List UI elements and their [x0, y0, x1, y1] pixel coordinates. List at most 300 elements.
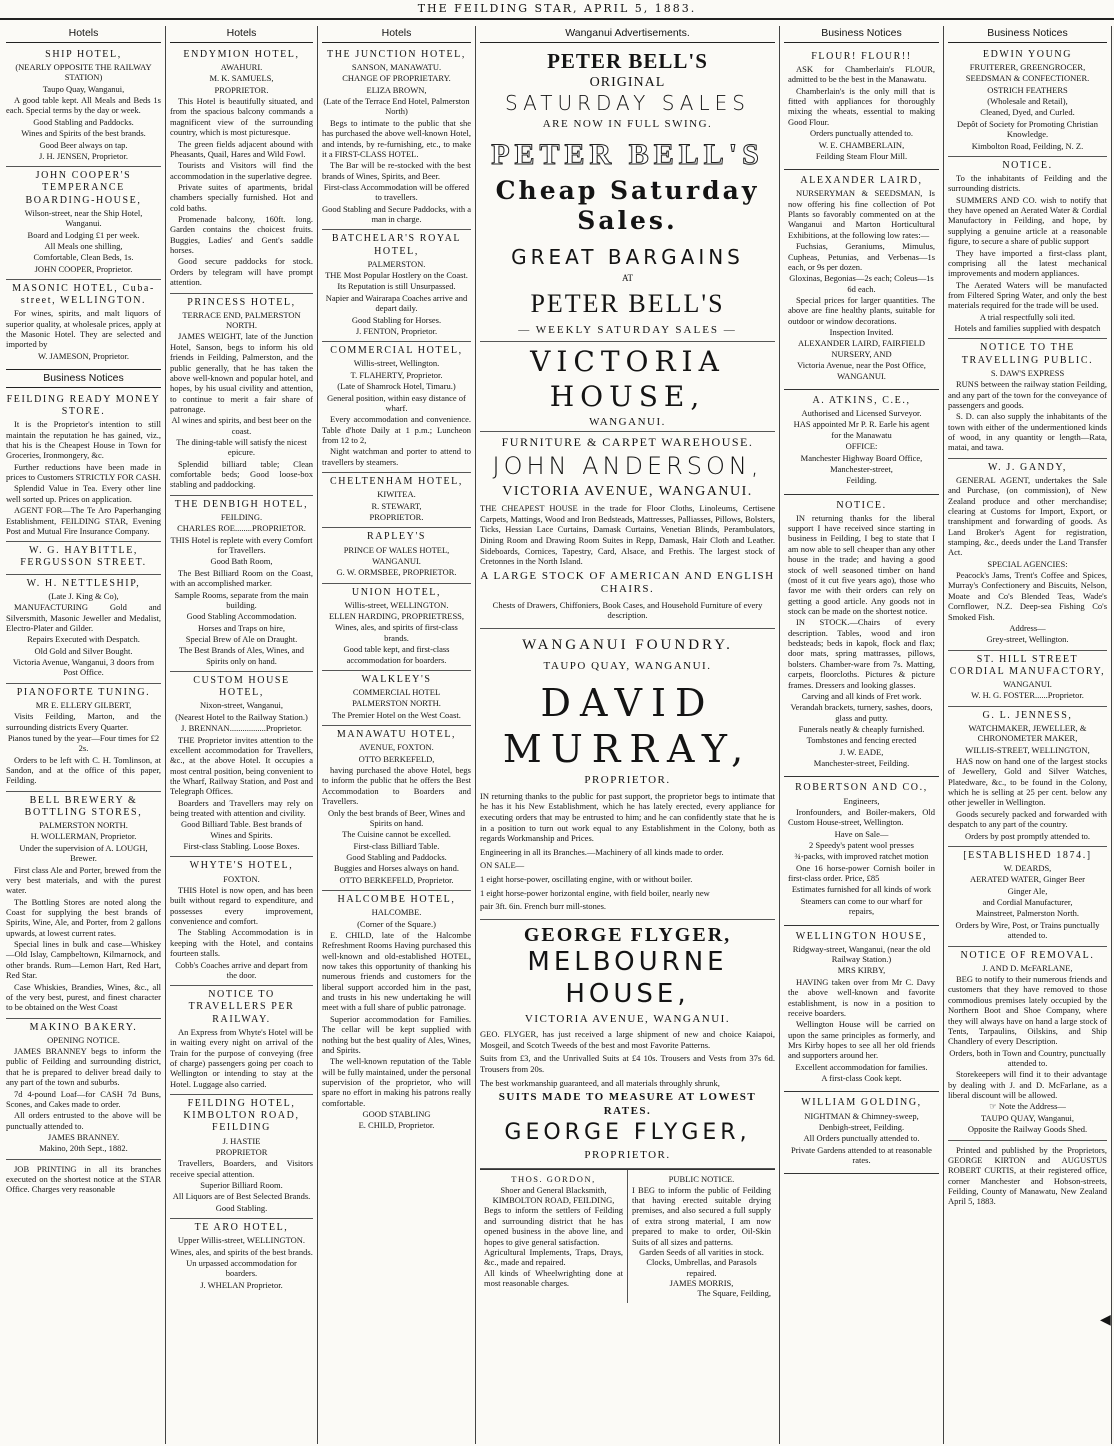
ad-line: Nixon-street, Wanganui, [200, 700, 283, 711]
ad-line: Wilson-street, near the Ship Hotel, Wanganui. [24, 207, 143, 229]
advertisement [6, 542, 161, 574]
ad-line: First-class Accommodation will be offered to travellers. [323, 181, 470, 203]
ad-body: GEO. FLYGER, has just received a large shipment of new and choice Kaiapoi, Mosgeil, and Scotch Tweeds of the best and most Favorite Patterns. [480, 1029, 775, 1050]
column-heading: Business Notices [948, 26, 1107, 43]
ad-line: W. JAMESON, Proprietor. [37, 350, 130, 361]
ad-title: MANAWATU HOTEL, [336, 729, 457, 741]
ad-line: Tombstones and fencing erected [806, 735, 917, 746]
ad-line: For wines, spirits, and malt liquors of superior quality, at wholesale prices, apply at the Masonic Hotel. They are selected and imported by [6, 308, 161, 350]
ad-line: Verandah brackets, turnery, sashes, doors, glass and putty. [790, 702, 933, 723]
advertisement [6, 46, 161, 167]
ad-line: JOHN ANDERSON, [492, 451, 763, 480]
ad-title: VICTORIA HOUSE, [530, 345, 725, 413]
ad-line: GEORGE FLYGER, [504, 1120, 751, 1146]
ad-line: PROPRIETOR. [584, 1148, 671, 1161]
advertisement [948, 459, 1107, 651]
ad-line: It is the Proprietor's intention to still maintain the reputation he has gained, viz., that his is the Cheapest House in Town for Groceries, Ironmongery, &c. [6, 419, 161, 461]
ad-title: BELL BREWERY & BOTTLING STORES, [24, 794, 143, 818]
ad-title: MAKINO BAKERY. [29, 1021, 138, 1033]
ad-body: I BEG to inform the public of Feilding that having erected suitable drying premises, and also secured a full supply of extra strong material, I am now prepared to make to order, Oil-Skin Suits of all sizes and patterns. [632, 1184, 771, 1247]
ad-line: KIWITEA. [377, 489, 416, 500]
ad-line: OTTO BERKEFELD, Proprietor. [339, 874, 454, 885]
ad-title: A. ATKINS, C.E., [812, 394, 911, 406]
advertisement [322, 671, 471, 726]
ad-line: W. DEARDS, [1003, 863, 1052, 874]
ad-line: Ridgway-street, Wanganui, (near the old Railway Station.) [792, 943, 931, 965]
advertisement [784, 390, 939, 495]
advertisement [322, 528, 471, 583]
ad-line: Cleaned, Dyed, and Curled. [980, 107, 1075, 118]
ad-line: Funerals neatly & cheaply furnished. [798, 723, 925, 734]
ad-title: WELLINGTON HOUSE, [795, 930, 928, 942]
ad-line: H. WOLLERMAN, Proprietor. [30, 831, 137, 842]
ad-line: PROPRIETOR. [214, 84, 269, 95]
ad-line: WANGANUI. [1003, 679, 1052, 689]
advertisement [948, 651, 1107, 707]
ad-title: PETER BELL'S [547, 48, 708, 73]
ad-title: NOTICE. [836, 499, 887, 511]
ad-title: G. L. JENNESS, [982, 709, 1073, 721]
ad-line: Superior Billiard Room. [200, 1179, 283, 1190]
ad-line: (NEARLY OPPOSITE THE RAILWAY STATION) [15, 61, 152, 83]
ad-title: GEORGE FLYGER, [523, 923, 732, 946]
ad-line: Inspection Invited. [829, 327, 894, 338]
advertisement [322, 342, 471, 473]
ad-body: IN returning thanks to the public for past support, the proprietor begs to intimate that he has it his New Establishment, which he has lately erected, every appliance for executing orders that may be entrusted to him; and he can confidently state that he is in a position to turn out work equal to any Establishment in the Colony, both as regards Workmanship and Prices. [480, 790, 775, 844]
ad-line: Estimates furnished for all kinds of work [791, 884, 932, 895]
ad-line: Boarders and Travellers may rely on being treated with attention and civility. [170, 797, 313, 819]
ad-line: Opposite the Railway Goods Shed. [967, 1124, 1088, 1135]
advertisement [6, 575, 161, 684]
ad-line: Good secure paddocks for stock. Orders by telegram will have prompt attention. [170, 256, 313, 288]
ad-title: FEILDING READY MONEY STORE. [6, 393, 161, 418]
ad-title: [ESTABLISHED 1874.] [963, 849, 1092, 861]
ad-line: — WEEKLY SATURDAY SALES — [518, 323, 737, 336]
ad-title: JOHN COOPER'S TEMPERANCE BOARDING-HOUSE, [25, 170, 142, 206]
advertisement [6, 684, 161, 792]
advertisement [322, 891, 471, 1136]
ad-line: SATURDAY SALES [505, 91, 750, 116]
ad-line: All Liquors are of Best Selected Brands. [172, 1191, 311, 1202]
ad-title: PIANOFORTE TUNING. [16, 686, 151, 698]
ad-line: Good Stabling for Horses. [351, 314, 442, 325]
ad-line: Sample Rooms, separate from the main building. [174, 589, 309, 610]
ad-line: JAMES WEIGHT, late of the Junction Hotel, Sanson, begs to inform his old friends in Feilding, Palmerston, and the public generally, that he has taken the above well-known and popular hotel, and hopes, by his usual civility and attention, to continue to merit a fair share of patronage. [170, 331, 313, 414]
ad-line: The well-known reputation of the Table will be fully maintained, under the personal supervision of the proprietor, who will spare no effort in making his patrons really comfortable. [322, 1056, 471, 1108]
george-flyger-ad [480, 920, 775, 1169]
ad-line: HALCOMBE. [371, 907, 422, 918]
advertisement [948, 947, 1107, 1141]
ad-line: E. CHILD, Proprietor. [358, 1120, 435, 1131]
ad-line: Tourists and Visitors will find the accommodation in the superlative degree. [170, 160, 313, 181]
ad-line: J. BRENNAN.................Proprietor. [181, 723, 302, 734]
ad-line: All kinds of Wheelwrighting done at most reasonable charges. [484, 1267, 623, 1288]
ad-line: Special Brew of Ale on Draught. [185, 633, 298, 644]
ad-title: ALEXANDER LAIRD, [800, 175, 923, 187]
ad-line: GREAT BARGAINS [511, 244, 744, 269]
ad-line: IN STOCK.—Chairs of every description. Tables, wood and iron bedsteads; beds in kapok, flock and flax; door mats, spring mattrasses, pillows, bolsters. Chamber-ware from 7s. Matting, carpets, floorcloths. Pictures & picture frames. Dressers and looking glasses. [788, 617, 935, 690]
ad-title: THE DENBIGH HOTEL, [174, 498, 309, 510]
ad-line: Buggies and Horses always on hand. [333, 863, 460, 874]
advertisement [6, 1160, 161, 1200]
ad-line: SUMMERS AND CO. wish to notify that they have opened an Aerated Water & Cordial Manufactory in Feilding, and hope, by supplying a genuine article at a reasonable figure, to secure a share of public support [948, 194, 1107, 247]
ad-line: Orders, both in Town and Country, punctually attended to. [949, 1047, 1106, 1068]
hotel-ads [322, 46, 471, 1136]
ad-line: HAS appointed Mr P. R. Earle his agent for the Manawatu [793, 419, 930, 440]
ad-line: Good Stabling and Secure Paddocks, with a man in charge. [322, 203, 471, 225]
ad-line: First class Ale and Porter, brewed from the very best materials, and with the purest water. [6, 864, 161, 896]
ad-line: Upper Willis-street, WELLINGTON. [177, 1235, 306, 1246]
ad-line: The Aerated Waters will be manufacted from Filtered Spring Water, and only the best materials required for the trade will be used. [948, 279, 1107, 311]
ad-line: FEILDING. [220, 512, 263, 523]
advertisement [322, 230, 471, 342]
ad-line: OTTO BERKEFELD, [358, 753, 435, 764]
hotel-ads [6, 46, 161, 366]
ad-title: SHIP HOTEL, [45, 48, 122, 60]
ad-line: Good Billiard Table. Best brands of Wines and Spirits. [180, 819, 303, 840]
ad-line: Hotels and families supplied with despatch [954, 323, 1101, 334]
ad-line: Splendid billiard table; Clean comfortable beds; Good loose-box stabling and paddocking. [170, 458, 313, 490]
ad-title: NOTICE TO THE TRAVELLING PUBLIC. [961, 342, 1094, 366]
ad-line: MELBOURNE HOUSE, [527, 947, 728, 1010]
column-2 [166, 26, 318, 1444]
advertisement [170, 496, 313, 672]
ad-line: The dining-table will satisfy the nicest epicure. [176, 437, 307, 458]
ad-line: Good Stabling Accommodation. [186, 611, 297, 622]
ad-line: Promenade balcony, 160ft. long. Garden contains the choicest fruits. Buggies, Ladies' and Gent's saddle horses. [170, 214, 313, 256]
ad-title: WANGANUI FOUNDRY. [522, 636, 733, 653]
ad-line: PRINCE OF WALES HOTEL, [343, 544, 450, 555]
ad-line: AVENUE, FOXTON. [359, 742, 434, 753]
ad-title: RAPLEY'S [366, 531, 427, 543]
ad-line: Carving and all kinds of Fret work. [801, 690, 922, 701]
advertisement [948, 339, 1107, 458]
ad-line: Wines and Spirits of the best brands. [21, 128, 146, 139]
ad-line: Taupo Quay, Wanganui, [42, 83, 125, 94]
ad-line: ASK for Chamberlain's FLOUR, admitted to be the best in the Manawatu. [788, 63, 935, 85]
ad-line: MANUFACTURING Gold and Silversmith, Masonic Jeweller and Medalist, Electro-Plater and Gilder. [6, 602, 161, 633]
ad-line: Private suites of apartments, bridal chambers specially furnished. Hot and cold baths. [170, 181, 313, 213]
advertisement [6, 792, 161, 1019]
ad-line: Horses and Traps on hire, [197, 622, 286, 633]
ad-line: AGENT FOR—The Te Aro Paperhanging Establishment, FEILDING STAR, Evening Post and Mutual Fire Insurance Company. [6, 505, 161, 536]
ad-line: (Nearest Hotel to the Railway Station.) [175, 711, 308, 722]
advertisement [948, 157, 1107, 340]
ad-body: THE CHEAPEST HOUSE in the trade for Floor Cloths, Linoleums, Certisene Carpets, Mattings, Wood and Iron Bedsteads, Mattresses, Palliasses, Pillows, Bolsters, Ticks, Hessian Lace Curtains, Damask Curtains, Venetian Blinds, Perambulators, Dining Room and Drawing Room Suites in Repp, Damask, Hair Cloth and Leather. Sideboards, Cornices, Tapestry, Card, Alsace, and Frethis. The largest stock of Cretonnes in the North Island. [480, 503, 775, 567]
ad-title: W. H. NETTLESHIP, [26, 577, 141, 589]
ad-line: Feilding Steam Flour Mill. [815, 150, 908, 161]
ad-line: (Wholesale and Retail), [987, 96, 1068, 107]
ad-line: Un urpassed accommodation for boarders. [186, 1257, 297, 1279]
ad-line: AERATED WATER, Ginger Beer [969, 874, 1086, 885]
ad-line: Old Gold and Silver Bought. [34, 645, 133, 656]
ad-line: KIMBOLTON ROAD, FEILDING, [492, 1195, 615, 1206]
ad-title: ROBERTSON AND CO., [795, 782, 928, 794]
ad-title: UNION HOTEL, [351, 586, 442, 598]
column-heading: Business Notices [784, 26, 939, 43]
ad-line: FOXTON. [223, 873, 260, 884]
ad-line: Wellington House will be carried on upon the same principles as formerly, and Mrs Kirby hopes to see all her old friends and supporters around her. [788, 1019, 935, 1061]
ad-line: MR E. ELLERY GILBERT, [35, 699, 132, 710]
column-heading: Hotels [170, 26, 313, 43]
ad-line: First-class Stabling. Loose Boxes. [183, 841, 300, 852]
ad-line: HAS now on hand one of the largest stocks of Jewellery, Gold and Silver Watches, Platedware, &c., to be found in the Colony, which he is selling at 25 per cent. below any other jeweller in Wellington. [948, 755, 1107, 808]
ad-line: S. DAW'S EXPRESS [990, 367, 1065, 378]
advertisement [170, 294, 313, 496]
ad-line: Cheap Saturday Sales. [495, 175, 760, 236]
advertisement [6, 280, 161, 366]
ad-line: PALMERSTON NORTH. [39, 820, 128, 831]
ad-line: G. W. ORMSBEE, PROPRIETOR. [336, 567, 457, 578]
ad-line: Pianos tuned by the year—Four times for £2 2s. [7, 732, 160, 754]
ad-line: Chests of Drawers, Chiffoniers, Book Cases, and Household Furniture of every description. [492, 599, 763, 621]
ad-line: PETER BELL'S [530, 289, 725, 319]
ad-line: Gloxinas, Begonias—2s each; Coleus—1s 6d each. [789, 273, 934, 294]
ad-line: THE Most Popular Hostlery on the Coast. [325, 270, 468, 281]
ad-line: J. W. EADE, [839, 746, 884, 757]
ad-line: Clocks, Umbrellas, and Parasols repaired. [646, 1257, 757, 1278]
ad-line: JAMES BRANNEY. [47, 1132, 120, 1142]
ad-line: Wines, ales, and spirits of first-class brands. [335, 622, 458, 643]
ad-line: An Express from Whyte's Hotel will be in waiting every night on arrival of the Train for the purpose of conveying (free of charge) passengers going per coach to Wellington or intending to stay at the Hotel. Luggage also carried. [170, 1026, 313, 1089]
ad-line: Orders by Wire, Post, or Trains punctually attended to. [955, 919, 1100, 941]
ad-line: The Square, Feilding, [697, 1288, 771, 1299]
wanganui-foundry-ad [480, 629, 775, 920]
ad-line: Willis-street, Wellington. [353, 358, 440, 369]
ad-line: Agricultural Implements, Traps, Drays, &c., made and repaired. [484, 1246, 623, 1268]
ad-line: The Best Billiard Room on the Coast, with an accomplished marker. [170, 567, 313, 589]
ad-title: CUSTOM HOUSE HOTEL, [193, 675, 290, 699]
advertisement [948, 46, 1107, 157]
ad-line: Repairs Executed with Despatch. [27, 634, 140, 645]
ad-line: Napier and Wairarapa Coaches arrive and depart daily. [325, 292, 468, 314]
ad-line: Address— [1009, 622, 1046, 633]
ad-line: J. FENTON, Proprietor. [355, 325, 438, 336]
advertisement [6, 1019, 161, 1160]
ad-line: Cobb's Coaches arrive and depart from the door. [175, 959, 308, 980]
ad-line: WANGANUI. [589, 415, 666, 428]
ad-title: FEILDING HOTEL, KIMBOLTON ROAD, FEILDING [183, 1097, 300, 1134]
ad-line: 1 eight horse-power, oscillating engine, with or without boiler. [480, 874, 693, 885]
ad-line: Every accommodation and convenience. Table d'hote Daily at 1 p.m.; Luncheon from 12 to 2, [322, 414, 471, 445]
ad-line: PALMERSTON. [367, 258, 426, 269]
ad-line: Suits from £3, and the Unrivalled Suits at £4 10s. Trousers and Vests from 37s 6d. Trousers from 20s. [480, 1053, 775, 1075]
ad-line: Splendid Value in Tea. Every other line well sorted up. Prices on application. [6, 483, 161, 504]
ad-line: Shoer and General Blacksmith, [500, 1184, 607, 1195]
advertisement [784, 46, 939, 170]
ad-title: MASONIC HOTEL, Cuba-street, WELLINGTON. [12, 282, 155, 307]
ad-line: R. STEWART, [371, 500, 422, 511]
ad-line: TAUPO QUAY, Wanganui, [981, 1112, 1074, 1123]
ad-line: JAMES MORRIS, [669, 1277, 734, 1288]
advertisement [170, 46, 313, 294]
ad-line: and Cordial Manufacturer, [982, 897, 1073, 908]
ad-line: ON SALE— [480, 860, 525, 871]
advertisement [170, 1219, 313, 1295]
morris-public-notice-ad [628, 1170, 775, 1302]
ad-line: The Best Brands of Ales, Wines, and Spirits only on hand. [178, 645, 305, 666]
ad-line: 7d 4-pound Loaf—for CASH 7d Buns, Scones, and Cakes made to order. [6, 1088, 161, 1109]
advertisement [784, 926, 939, 1093]
ad-title: ENDYMION HOTEL, [183, 48, 300, 60]
column-6 [944, 26, 1112, 1444]
ad-line: WATCHMAKER, JEWELLER, & CHRONOMETER MAKER, [968, 722, 1087, 744]
column-4-wanganui [476, 26, 780, 1444]
ad-line: Orders to be left with C. H. Tomlinson, at Sandon, and at the office of this paper, Feilding. [6, 754, 161, 786]
ad-line: (Corner of the Square.) [357, 918, 436, 929]
ad-line: (Late of Shamrock Hotel, Timaru.) [337, 381, 456, 392]
ad-line: FRUITERER, GREENGROCER, [969, 61, 1086, 72]
ad-line: VICTORIA AVENUE, WANGANUI. [502, 483, 753, 499]
ad-title: COMMERCIAL HOTEL, [330, 345, 463, 357]
ad-line: OSTRICH FEATHERS [987, 84, 1068, 95]
ad-line: IN returning thanks for the liberal support I have received since starting in business in Feilding, I beg to state that I am now able to sell cheaper than any other house in the trade; and having a good stock of well seasoned timber on hand (most of it cut five years ago), those who favor me with their orders can rely on getting a good article. Any goods not in stock can be made on the shortest notice. [788, 512, 935, 616]
page-edge-arrow-icon: ◀ [1100, 1312, 1111, 1328]
ad-line: WILLIS-STREET, WELLINGTON, [965, 744, 1090, 755]
ad-line: PROPRIETOR [215, 1146, 268, 1157]
ad-line: A trial respectfully soli ited. [979, 311, 1076, 322]
ad-line: (Late J. King & Co), [48, 590, 119, 601]
ad-line: Storekeepers will find it to their advantage by dealing with J. and D. McFarlane, as a liberal discount will be allowed. [948, 1069, 1107, 1101]
advertisement [948, 707, 1107, 847]
ad-line: PALMERSTON NORTH. [352, 698, 441, 709]
ad-line: AT [622, 273, 633, 284]
ad-line: DAVID MURRAY, [502, 680, 753, 771]
ad-line: They have imported a first-class plant, comprising all the latest mechanical improvements and modern appliances. [948, 247, 1107, 279]
ad-title: HALCOMBE HOTEL, [337, 894, 456, 906]
ad-line: Manchester-street, [830, 463, 893, 474]
ad-line: GENERAL AGENT, undertakes the Sale and Purchase, (on commission), of New Zealand produce and other merchandise; clearing at Customs for Import, Export, or transhipment and forwarding of goods. As Land Broker's Agent for registration, stamping, &c., deeds under the Land Transfer Act. [948, 474, 1107, 558]
ad-title: WALKLEY'S [361, 673, 432, 685]
ad-line: Steamers can come to our wharf for repairs, [800, 895, 923, 917]
ad-line: Comfortable, Clean Beds, 1s. [33, 252, 134, 263]
ad-title: THE JUNCTION HOTEL, [327, 48, 466, 60]
ad-line: BEG to notify to their numerous friends and customers that they have removed to those commodious premises lately occupied by the Northern Boot and Shoe Company, where they will always have on hand a large stock of Tents, Tarpaulins, Oilskins, and Ship Chandlery of every Description. [948, 974, 1107, 1047]
ad-line: VICTORIA AVENUE, WANGANUI. [524, 1012, 731, 1025]
ad-body: Begs to inform the settlers of Feilding and surrounding district that he has opened business in the above line, and hopes to give general satisfaction. [484, 1205, 623, 1247]
ad-line: ELLEN HARDING, PROPRIETRESS, [328, 611, 465, 622]
bottom-ads [480, 1169, 775, 1302]
ad-line: GOOD STABLING [362, 1109, 431, 1120]
ad-line: JAMES BRANNEY begs to inform the public of Feilding and surrounding district, that he is prepared to deliver bread daily to any part of the town and suburbs. [6, 1046, 161, 1088]
ad-line: OPENING NOTICE. [47, 1034, 120, 1045]
ad-line: Good Bath Room, [210, 556, 273, 567]
ad-line: Ginger Ale, [1007, 885, 1048, 896]
ad-line: First-class Billiard Table. [353, 840, 440, 851]
ad-line: Further reductions have been made in prices to Customers STRICTLY FOR CASH. [6, 461, 161, 483]
ad-line: 1 eight horse-power horizontal engine, with field boiler, nearly new [480, 887, 710, 898]
ad-line: PETER BELL'S [491, 138, 764, 172]
ad-line: ALEXANDER LAIRD, FAIRFIELD NURSERY, AND [797, 338, 926, 359]
ad-line: Peacock's Jams, Trent's Coffee and Spices, Murray's Confectionery and Biscuits, Nelson, Moate and Co's Blended Teas, Wade's Cornflower, N.Z. Deep-sea Fishing Co's Smoked Fish. [948, 570, 1107, 622]
ad-line: One 16 horse-power Cornish boiler in first-class order. Price, £85 [788, 862, 935, 884]
column-5 [780, 26, 944, 1444]
ad-line: Mainstreet, Palmerston North. [976, 908, 1079, 919]
ad-title: FLOUR! FLOUR!! [811, 50, 912, 62]
ad-line: Only the best brands of Beer, Wines and Spirits on hand. [327, 807, 466, 828]
ad-line: To the inhabitants of Feilding and the surrounding districts. [948, 173, 1107, 194]
advertisement [784, 495, 939, 778]
ad-line: S. D. can also supply the inhabitants of the town with either of the undermentioned kinds of wood, in any quantity or length—Rata, matai, and tawa. [948, 411, 1107, 453]
ad-line: SANSON, MANAWATU. [351, 61, 442, 72]
ad-line: Goods securely packed and forwarded with despatch to any part of the country. [948, 808, 1107, 830]
ad-line: Victoria Avenue, Wanganui, 3 doors from Post Office. [12, 656, 155, 678]
ad-title: THOS. GORDON, [511, 1174, 596, 1185]
advertisement [948, 1141, 1107, 1212]
ad-title: WILLIAM GOLDING, [801, 1097, 922, 1109]
ad-line: COMMERCIAL HOTEL [352, 687, 441, 698]
ad-line: CHARLES ROE........PROPRIETOR. [177, 523, 306, 534]
ad-line: Denbigh-street, Feilding. [818, 1121, 905, 1132]
gordon-blacksmith-ad [480, 1170, 628, 1302]
ad-line: Engineers, [843, 795, 880, 806]
advertisement [322, 584, 471, 671]
ad-line: Al wines and spirits, and best beer on the coast. [171, 415, 312, 436]
ad-line: HAVING taken over from Mr C. Davy the above well-known and favorite establishment, is now in a position to receive boarders. [788, 976, 935, 1018]
ad-line: Under the supervision of A. LOUGH, Brewer. [19, 842, 148, 864]
ad-line: THE Proprietor invites attention to the excellent accommodation for Travellers, &c., at the above Hotel. It occupies a most central position, being convenient to the Wharf, Railway Station, and Post and Telegraph Offices. [170, 734, 313, 797]
ad-line: J. AND D. McFARLANE, [982, 962, 1073, 973]
ad-line: J. HASTIE [222, 1135, 261, 1146]
ad-line: SUITS MADE TO MEASURE AT LOWEST RATES. [498, 1091, 757, 1117]
ad-line: E. CHILD, late of the Halcombe Refreshment Rooms Having purchased this well-known and old-established HOTEL, now takes this opportunity of thanking his numerous friends and customers for the liberal support accorded him in the past, and trusts in his new undertaking he will meet with a full share of public patronage. [322, 929, 471, 1013]
advertisement [6, 167, 161, 280]
ad-line: Feilding. [846, 475, 877, 486]
ad-line: Garden Seeds of all varities in stock. [639, 1246, 764, 1257]
hotel-ads [170, 46, 313, 1295]
ad-line: T. FLAHERTY, Proprietor. [350, 369, 443, 380]
ad-title: CHELTENHAM HOTEL, [330, 476, 463, 488]
column-heading: Wanganui Advertisements. [480, 26, 775, 43]
ad-line: Engineering in all its Branches.—Machinery of all kinds made to order. [480, 846, 724, 857]
ad-title: W. G. HAYBITTLE, FERGUSSON STREET. [20, 545, 147, 569]
ad-title: PUBLIC NOTICE. [668, 1174, 735, 1185]
ad-line: Special prices for larger quantities. The above are fine healthy plants, suitable for outdoor or window decorations. [788, 295, 935, 326]
ad-line: ¾-packs, with improved ratchet motion [794, 851, 929, 862]
ad-line: The best workmanship guaranteed, and all materials throughly shrunk, [480, 1077, 720, 1088]
ad-line: Kimbolton Road, Feilding, N. Z. [971, 140, 1084, 151]
ad-line: Wines, ales, and spirits of the best brands. [170, 1246, 313, 1257]
ad-line: Willis-street, WELLINGTON. [344, 599, 449, 610]
ad-line: J. WHELAN Proprietor. [200, 1279, 283, 1290]
ad-line: NIGHTMAN & Chimney-sweep, [804, 1110, 919, 1121]
advertisement [170, 986, 313, 1095]
ad-line: PROPRIETOR. [584, 774, 671, 787]
ad-line: RUNS between the railway station Feilding, and any part of the town for the conveyance of passengers and goods. [948, 379, 1107, 410]
ad-line: Superior accommodation for Families. The cellar will be kept supplied with nothing but the best quality of Ales, Wines, and Spirits. [322, 1013, 471, 1055]
ad-line: Case Whiskies, Brandies, Wines, &c., all of the very best, purest, and finest character to be obtained on the West Coast [6, 981, 161, 1013]
ad-line: A LARGE STOCK OF AMERICAN AND ENGLISH CHAIRS. [480, 569, 775, 596]
business-ads [6, 391, 161, 1200]
ad-line: Depôt of Society for Promoting Christian Knowledge. [957, 118, 1098, 140]
ad-line: Travellers, Boarders, and Visitors receive special attention. [170, 1158, 313, 1179]
ad-line: The Bar will be re-stocked with the best brands of Wines, Spirits, and Beer. [322, 160, 471, 181]
advertisement [170, 857, 313, 986]
ad-line: A first-class Cook kept. [821, 1073, 902, 1084]
ad-line: Manchester-street, Feilding. [813, 758, 910, 769]
ad-line: W. H. G. FOSTER......Proprietor. [971, 690, 1084, 701]
ad-line: Excellent accommodation for families. [795, 1061, 928, 1072]
ad-line: Good Stabling and Paddocks. [346, 851, 447, 862]
section-heading: Business Notices [6, 369, 161, 388]
ad-line: SEEDSMAN & CONFECTIONER. [965, 73, 1090, 84]
ad-line: ARE NOW IN FULL SWING. [542, 117, 713, 130]
ad-line: Printed and published by the Proprietors, GEORGE KIRTON and AUGUSTUS ROBERT CURTIS, at their registered office, corner Manchester and Hobson-streets, Feilding, County of Manawatu, New Zealand April 5, 1883. [948, 1144, 1107, 1207]
ad-line: MRS KIRBY, [837, 965, 886, 976]
ad-line: Ironfounders, and Boiler-makers, Old Custom House-street, Wellington. [788, 806, 935, 828]
ad-line: This Hotel is beautifully situated, and from the spacious balcony commands a magnificent view of the surrounding country, which is most picturesque. [170, 96, 313, 138]
business-ads [784, 46, 939, 1175]
